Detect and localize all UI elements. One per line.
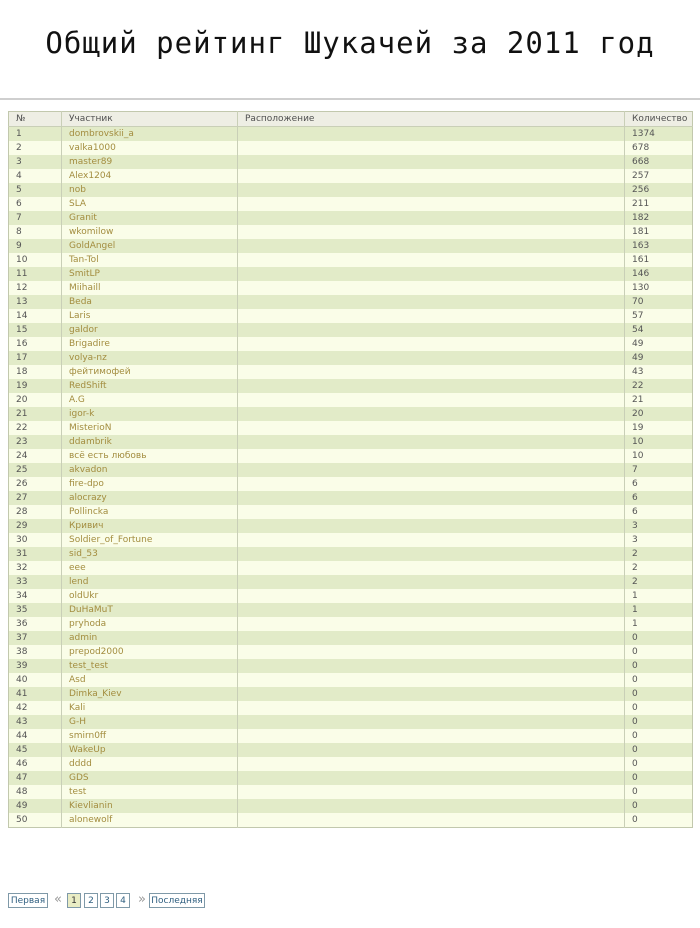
count-cell: 0 (625, 673, 693, 687)
table-row (9, 239, 693, 253)
participant-link[interactable]: igor-k (62, 407, 238, 421)
rank-cell: 8 (9, 225, 62, 239)
participant-link[interactable]: pryhoda (62, 617, 238, 631)
participant-link[interactable]: akvadon (62, 463, 238, 477)
participant-link[interactable]: WakeUp (62, 743, 238, 757)
participant-link[interactable]: Alex1204 (62, 169, 238, 183)
table-row (9, 449, 693, 463)
location-cell (238, 687, 625, 701)
table-row (9, 491, 693, 505)
rank-cell: 32 (9, 561, 62, 575)
participant-link[interactable]: Laris (62, 309, 238, 323)
count-cell: 211 (625, 197, 693, 211)
location-cell (238, 211, 625, 225)
table-row (9, 281, 693, 295)
count-cell: 20 (625, 407, 693, 421)
count-cell: 10 (625, 435, 693, 449)
rank-cell: 9 (9, 239, 62, 253)
location-cell (238, 463, 625, 477)
table-row (9, 617, 693, 631)
table-row (9, 169, 693, 183)
count-cell: 0 (625, 715, 693, 729)
participant-link[interactable]: Kievlianin (62, 799, 238, 813)
location-cell (238, 365, 625, 379)
location-cell (238, 435, 625, 449)
next-page-arrow[interactable]: » (138, 892, 146, 907)
count-cell: 22 (625, 379, 693, 393)
column-header-user[interactable]: Участник (62, 112, 238, 127)
page-title: Общий рейтинг Шукачей за 2011 год (45, 26, 655, 60)
location-cell (238, 729, 625, 743)
participant-link[interactable]: eee (62, 561, 238, 575)
location-cell (238, 715, 625, 729)
count-cell: 181 (625, 225, 693, 239)
rank-cell: 43 (9, 715, 62, 729)
location-cell (238, 701, 625, 715)
count-cell: 54 (625, 323, 693, 337)
table-row (9, 183, 693, 197)
location-cell (238, 589, 625, 603)
location-cell (238, 757, 625, 771)
rating-table (8, 111, 693, 828)
table-row (9, 547, 693, 561)
rank-cell: 4 (9, 169, 62, 183)
rank-cell: 34 (9, 589, 62, 603)
participant-link[interactable]: prepod2000 (62, 645, 238, 659)
participant-link[interactable]: admin (62, 631, 238, 645)
location-cell (238, 533, 625, 547)
count-cell: 163 (625, 239, 693, 253)
count-cell: 3 (625, 519, 693, 533)
count-cell: 21 (625, 393, 693, 407)
participant-link[interactable]: master89 (62, 155, 238, 169)
count-cell: 0 (625, 659, 693, 673)
rank-cell: 12 (9, 281, 62, 295)
location-cell (238, 281, 625, 295)
table-row (9, 253, 693, 267)
participant-link[interactable]: Asd (62, 673, 238, 687)
table-row (9, 757, 693, 771)
count-cell: 130 (625, 281, 693, 295)
participant-link[interactable]: DuHaMuT (62, 603, 238, 617)
table-row (9, 715, 693, 729)
count-cell: 161 (625, 253, 693, 267)
table-row (9, 197, 693, 211)
location-cell (238, 379, 625, 393)
participant-link[interactable]: wkomilow (62, 225, 238, 239)
location-cell (238, 421, 625, 435)
participant-link[interactable]: dddd (62, 757, 238, 771)
location-cell (238, 631, 625, 645)
table-row (9, 309, 693, 323)
location-cell (238, 491, 625, 505)
first-page-button[interactable]: Первая (8, 893, 48, 908)
table-row (9, 323, 693, 337)
location-cell (238, 575, 625, 589)
table-row (9, 435, 693, 449)
rank-cell: 13 (9, 295, 62, 309)
count-cell: 6 (625, 505, 693, 519)
table-row (9, 729, 693, 743)
count-cell: 0 (625, 799, 693, 813)
page-banner (0, 0, 700, 98)
location-cell (238, 253, 625, 267)
participant-link[interactable]: Kali (62, 701, 238, 715)
rank-cell: 2 (9, 141, 62, 155)
location-cell (238, 239, 625, 253)
rank-cell: 28 (9, 505, 62, 519)
location-cell (238, 547, 625, 561)
count-cell: 182 (625, 211, 693, 225)
page-3-button[interactable]: 3 (100, 893, 114, 908)
participant-link[interactable]: MisterioN (62, 421, 238, 435)
rank-cell: 5 (9, 183, 62, 197)
column-header-location[interactable]: Расположение (238, 112, 625, 127)
table-row (9, 155, 693, 169)
count-cell: 49 (625, 337, 693, 351)
count-cell: 49 (625, 351, 693, 365)
participant-link[interactable]: A.G (62, 393, 238, 407)
table-row (9, 771, 693, 785)
location-cell (238, 785, 625, 799)
count-cell: 1374 (625, 127, 693, 142)
table-row (9, 603, 693, 617)
count-cell: 1 (625, 617, 693, 631)
table-row (9, 589, 693, 603)
participant-link[interactable]: alocrazy (62, 491, 238, 505)
location-cell (238, 155, 625, 169)
location-cell (238, 659, 625, 673)
count-cell: 0 (625, 729, 693, 743)
rank-cell: 23 (9, 435, 62, 449)
participant-link[interactable]: Granit (62, 211, 238, 225)
count-cell: 57 (625, 309, 693, 323)
location-cell (238, 617, 625, 631)
table-row (9, 225, 693, 239)
participant-link[interactable]: Кривич (62, 519, 238, 533)
count-cell: 0 (625, 687, 693, 701)
location-cell (238, 673, 625, 687)
participant-link[interactable]: G-H (62, 715, 238, 729)
rank-cell: 50 (9, 813, 62, 828)
count-cell: 0 (625, 813, 693, 828)
header-divider (0, 98, 700, 100)
location-cell (238, 771, 625, 785)
rank-cell: 10 (9, 253, 62, 267)
rank-cell: 30 (9, 533, 62, 547)
rank-cell: 21 (9, 407, 62, 421)
count-cell: 0 (625, 743, 693, 757)
page-2-button[interactable]: 2 (84, 893, 98, 908)
participant-link[interactable]: Pollincka (62, 505, 238, 519)
location-cell (238, 799, 625, 813)
location-cell (238, 183, 625, 197)
table-row (9, 463, 693, 477)
table-row (9, 673, 693, 687)
participant-link[interactable]: Beda (62, 295, 238, 309)
count-cell: 43 (625, 365, 693, 379)
location-cell (238, 813, 625, 828)
location-cell (238, 393, 625, 407)
count-cell: 1 (625, 589, 693, 603)
participant-link[interactable]: фейтимофей (62, 365, 238, 379)
page-4-button[interactable]: 4 (116, 893, 130, 908)
participant-link[interactable]: test (62, 785, 238, 799)
rank-cell: 48 (9, 785, 62, 799)
rank-cell: 1 (9, 127, 62, 142)
rank-cell: 39 (9, 659, 62, 673)
count-cell: 257 (625, 169, 693, 183)
rank-cell: 27 (9, 491, 62, 505)
count-cell: 2 (625, 547, 693, 561)
rank-cell: 31 (9, 547, 62, 561)
count-cell: 678 (625, 141, 693, 155)
rank-cell: 45 (9, 743, 62, 757)
column-header-count[interactable]: Количество (625, 112, 693, 127)
location-cell (238, 309, 625, 323)
rank-cell: 38 (9, 645, 62, 659)
rank-cell: 24 (9, 449, 62, 463)
count-cell: 2 (625, 575, 693, 589)
rank-cell: 49 (9, 799, 62, 813)
table-row (9, 785, 693, 799)
table-row (9, 421, 693, 435)
table-row (9, 407, 693, 421)
page-1-button[interactable]: 1 (67, 893, 81, 908)
location-cell (238, 505, 625, 519)
table-row (9, 561, 693, 575)
table-header-row (9, 112, 693, 127)
table-row (9, 631, 693, 645)
rank-cell: 15 (9, 323, 62, 337)
count-cell: 668 (625, 155, 693, 169)
participant-link[interactable]: valka1000 (62, 141, 238, 155)
count-cell: 1 (625, 603, 693, 617)
rank-cell: 19 (9, 379, 62, 393)
table-row (9, 351, 693, 365)
table-row (9, 379, 693, 393)
table-row (9, 365, 693, 379)
rank-cell: 40 (9, 673, 62, 687)
count-cell: 0 (625, 645, 693, 659)
participant-link[interactable]: Tan-Tol (62, 253, 238, 267)
location-cell (238, 267, 625, 281)
rank-cell: 37 (9, 631, 62, 645)
location-cell (238, 743, 625, 757)
location-cell (238, 603, 625, 617)
participant-link[interactable]: smirn0ff (62, 729, 238, 743)
location-cell (238, 197, 625, 211)
table-row (9, 211, 693, 225)
location-cell (238, 127, 625, 142)
participant-link[interactable]: volya-nz (62, 351, 238, 365)
location-cell (238, 519, 625, 533)
participant-link[interactable]: ddambrik (62, 435, 238, 449)
rank-cell: 42 (9, 701, 62, 715)
rank-cell: 11 (9, 267, 62, 281)
count-cell: 0 (625, 631, 693, 645)
participant-link[interactable]: GoldAngel (62, 239, 238, 253)
prev-page-arrow[interactable]: « (54, 892, 62, 907)
rank-cell: 41 (9, 687, 62, 701)
location-cell (238, 323, 625, 337)
location-cell (238, 561, 625, 575)
table-row (9, 813, 693, 828)
table-row (9, 533, 693, 547)
rank-cell: 47 (9, 771, 62, 785)
participant-link[interactable]: dombrovskii_a (62, 127, 238, 142)
count-cell: 10 (625, 449, 693, 463)
count-cell: 146 (625, 267, 693, 281)
rank-cell: 3 (9, 155, 62, 169)
rank-cell: 36 (9, 617, 62, 631)
rank-cell: 6 (9, 197, 62, 211)
participant-link[interactable]: SmitLP (62, 267, 238, 281)
count-cell: 0 (625, 771, 693, 785)
location-cell (238, 407, 625, 421)
count-cell: 0 (625, 785, 693, 799)
rank-cell: 18 (9, 365, 62, 379)
rank-cell: 35 (9, 603, 62, 617)
participant-link[interactable]: Dimka_Kiev (62, 687, 238, 701)
rank-cell: 16 (9, 337, 62, 351)
table-row (9, 477, 693, 491)
count-cell: 19 (625, 421, 693, 435)
location-cell (238, 141, 625, 155)
participant-link[interactable]: Brigadire (62, 337, 238, 351)
table-row (9, 141, 693, 155)
participant-link[interactable]: alonewolf (62, 813, 238, 828)
rank-cell: 7 (9, 211, 62, 225)
participant-link[interactable]: sid_53 (62, 547, 238, 561)
participant-link[interactable]: lend (62, 575, 238, 589)
count-cell: 3 (625, 533, 693, 547)
count-cell: 2 (625, 561, 693, 575)
table-row (9, 743, 693, 757)
table-row (9, 393, 693, 407)
table-row (9, 337, 693, 351)
table-row (9, 505, 693, 519)
location-cell (238, 169, 625, 183)
participant-link[interactable]: GDS (62, 771, 238, 785)
last-page-button[interactable]: Последняя (149, 893, 205, 908)
participant-link[interactable]: fire-dpo (62, 477, 238, 491)
participant-link[interactable]: Miihaill (62, 281, 238, 295)
rank-cell: 25 (9, 463, 62, 477)
table-row (9, 519, 693, 533)
location-cell (238, 351, 625, 365)
rank-cell: 17 (9, 351, 62, 365)
rank-cell: 44 (9, 729, 62, 743)
count-cell: 6 (625, 477, 693, 491)
rank-cell: 46 (9, 757, 62, 771)
table-row (9, 687, 693, 701)
column-header-number[interactable]: № (9, 112, 62, 127)
location-cell (238, 295, 625, 309)
participant-link[interactable]: всё есть любовь (62, 449, 238, 463)
participant-link[interactable]: oldUkr (62, 589, 238, 603)
table-row (9, 267, 693, 281)
count-cell: 0 (625, 701, 693, 715)
table-row (9, 127, 693, 142)
table-row (9, 659, 693, 673)
location-cell (238, 449, 625, 463)
table-row (9, 701, 693, 715)
participant-link[interactable]: SLA (62, 197, 238, 211)
participant-link[interactable]: Soldier_of_Fortune (62, 533, 238, 547)
rating-table-body (9, 127, 693, 828)
count-cell: 0 (625, 757, 693, 771)
count-cell: 256 (625, 183, 693, 197)
rank-cell: 33 (9, 575, 62, 589)
participant-link[interactable]: nob (62, 183, 238, 197)
location-cell (238, 337, 625, 351)
table-row (9, 799, 693, 813)
location-cell (238, 477, 625, 491)
rank-cell: 26 (9, 477, 62, 491)
count-cell: 7 (625, 463, 693, 477)
participant-link[interactable]: RedShift (62, 379, 238, 393)
location-cell (238, 645, 625, 659)
rank-cell: 14 (9, 309, 62, 323)
count-cell: 6 (625, 491, 693, 505)
table-row (9, 575, 693, 589)
rank-cell: 22 (9, 421, 62, 435)
rank-cell: 20 (9, 393, 62, 407)
participant-link[interactable]: galdor (62, 323, 238, 337)
table-row (9, 295, 693, 309)
participant-link[interactable]: test_test (62, 659, 238, 673)
rank-cell: 29 (9, 519, 62, 533)
count-cell: 70 (625, 295, 693, 309)
table-row (9, 645, 693, 659)
location-cell (238, 225, 625, 239)
